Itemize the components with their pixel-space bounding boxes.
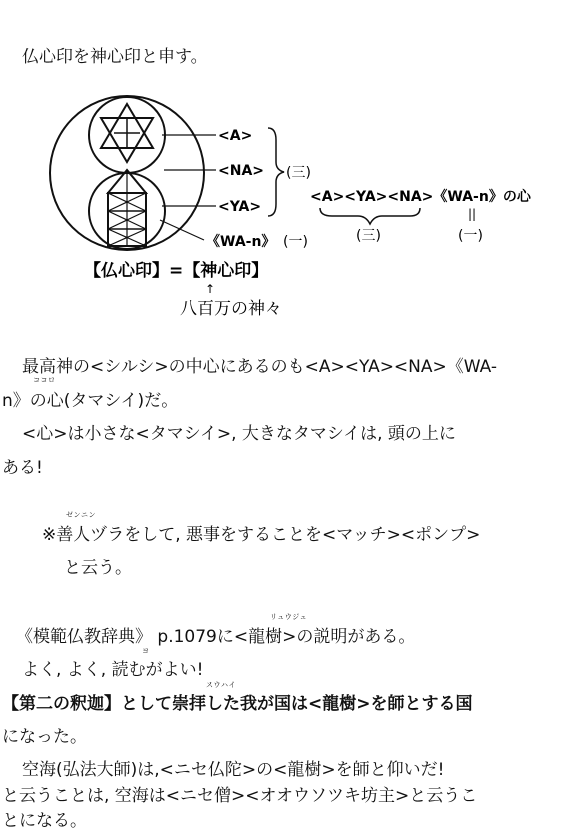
note-line2: と云う。 [64,558,132,578]
ruby-yo: ヨ [142,647,150,655]
paragraph3-line5: 空海(弘法大師)は,<ニセ仏陀>の<龍樹>を師と仰いだ! [22,760,445,780]
paragraph2-line1: <心>は小さな<タマシイ>, 大きなタマシイは, 頭の上に [22,424,456,444]
yaoyorozu: 八百万の神々 [180,299,282,319]
paragraph3-line2: よく, よく, 読むがよい! [22,660,204,680]
leader-line-wan [160,220,204,240]
ruby-zennin: ゼンニン [66,511,96,519]
ruby-kokoro: ココロ [33,376,56,384]
ruby-ryuju: リュウジュ [270,613,308,621]
label-wan: 《WA-n》 [206,234,276,250]
formula: <A><YA><NA>《WA-n》の心 [310,189,531,205]
paragraph3-line7: とになる。 [2,811,87,831]
paren-three: (三) [286,165,311,181]
ruby-suuhai: スウハイ [206,681,236,689]
formula-three: (三) [356,228,381,244]
paragraph3-line1: 《模範仏教辞典》 p.1079に<龍樹>の説明がある。 [16,627,416,647]
label-na: <NA> [218,163,265,179]
paragraph1-line2: n》の心(タマシイ)だ。 [2,391,179,411]
formula-equals: || [468,207,477,221]
formula-one: (一) [458,228,483,244]
label-ya: <YA> [218,199,262,215]
paragraph3-line4: になった。 [2,727,87,747]
note-line1: ※善人ヅラをして, 悪事をすることを<マッチ><ポンプ> [42,525,481,545]
equation: 【仏心印】=【神心印】 [84,261,269,281]
paragraph3-line6: と云うことは, 空海は<ニセ僧><オオウソツキ坊主>と云うこ [2,786,478,806]
formula-brace [320,208,420,224]
arrow: ↑ [205,282,216,296]
label-a: <A> [218,128,253,144]
group-brace [268,128,284,216]
paragraph1-line1: 最高神の<シルシ>の中心にあるのも<A><YA><NA>《WA- [22,357,498,377]
paragraph2-line2: ある! [2,458,43,478]
paragraph3-line3: 【第二の釈迦】として崇拝した我が国は<龍樹>を師とする国 [2,694,473,714]
heading: 仏心印を神心印と申す。 [22,47,208,67]
paren-one: (一) [283,234,308,250]
